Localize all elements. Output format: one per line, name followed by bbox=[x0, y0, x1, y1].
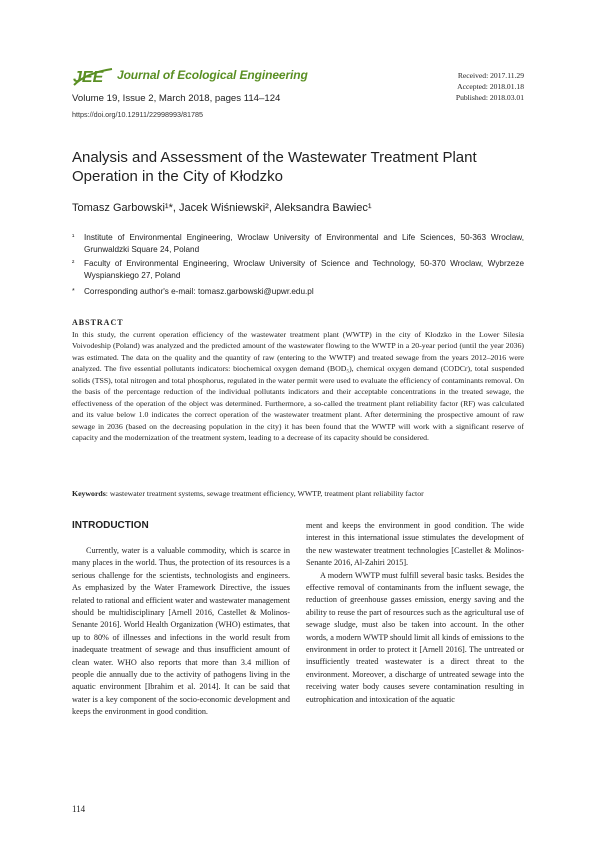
page-number: 114 bbox=[72, 804, 86, 814]
abstract-text: In this study, the current operation efficiency of the wastewater treatment plant (WWTP) in the city of Kłodzko in the Lower Silesia Voivodeship (Poland) was analyzed and the predicted amount of the wastewater flowing to the WWTP in a 20-year period (until the year 2036) was estimated. The data on the quality and the quantity of raw (entering to the WWTP) and treated sewage from the years 2012–2016 were analyzed. The five essential pollutants indicators: biochemical oxygen demand (BOD₅), chemical oxygen demand (CODCr), total suspended solids (TSS), total nitrogen and total phosphorus, regulated in the water permit were used to evaluate the efficiency of contaminants removal. On the basis of the percentage reduction of the individual pollutants indicators and their acceptable concentrations in the treated sewage, the effectiveness of the operation of the object was determined. Furthermore, a so-called the treatment plant reliability factor (RF) was calculated and its value below 1.0 indicates the correct operation of the wastewater treatment plant. After determining the prospective amount of raw sewage in 2036 (based on the decreasing population in the city) it has been found that the WWTP will work with a significant reserve of capacity and the modernization of the treatment system, leading to a decrease of its capacity should be considered. bbox=[72, 330, 524, 443]
paper-title: Analysis and Assessment of the Wastewater Treatment Plant Operation in the City of Kłodzko bbox=[72, 149, 477, 185]
affiliation-2 bbox=[72, 258, 524, 282]
journal-name: Journal of Ecological Engineering bbox=[117, 68, 308, 82]
affiliation-text: Institute of Environmental Engineering, Wroclaw University of Environmental and Life Sciences, 50-363 Wroclaw, Grunwaldzki Square 24, Poland bbox=[84, 233, 524, 254]
affiliation-text: Corresponding author's e-mail: tomasz.garbowski@upwr.edu.pl bbox=[84, 287, 314, 296]
keywords-text: : wastewater treatment systems, sewage treatment efficiency, WWTP, treatment plant reliability factor bbox=[105, 489, 424, 498]
affiliation-number: ² bbox=[72, 260, 75, 267]
logo-text: JEE bbox=[73, 69, 104, 86]
keywords-label: Keywords bbox=[72, 489, 106, 498]
published-date: Published: 2018.03.01 bbox=[455, 93, 524, 103]
affiliation-number: ¹ bbox=[72, 234, 75, 241]
left-column bbox=[72, 520, 290, 719]
right-column bbox=[306, 520, 524, 706]
affiliation-number: * bbox=[72, 288, 75, 295]
affiliation-text: Faculty of Environmental Engineering, Wroclaw University of Science and Technology, 50-370 Wroclaw, Wybrzeze Wyspianskiego 27, Poland bbox=[84, 259, 524, 280]
doi-link[interactable]: https://doi.org/10.12911/22998993/81785 bbox=[72, 110, 203, 119]
corresponding-author bbox=[72, 286, 524, 298]
affiliation-1 bbox=[72, 232, 524, 256]
publication-dates bbox=[405, 70, 524, 104]
authors: Tomasz Garbowski¹*, Jacek Wiśniewski², Aleksandra Bawiec¹ bbox=[72, 202, 372, 214]
keywords bbox=[72, 488, 524, 499]
abstract-heading: ABSTRACT bbox=[72, 318, 124, 327]
received-date: Received: 2017.11.29 bbox=[457, 71, 524, 80]
accepted-date: Accepted: 2018.01.18 bbox=[457, 82, 524, 92]
body-paragraph: ment and keeps the environment in good condition. The wide interest in this international issue stimulates the development of the new wastewater treatment technologies [Castellet & Molinos-Senante 2016, Al-Zahiri 2015]. bbox=[306, 521, 524, 568]
journal-logo bbox=[72, 63, 114, 89]
body-paragraph: A modern WWTP must fulfill several basic tasks. Besides the effective removal of contaminants from the influent sewage, the reduction of greenhouse gasses emission, energy saving and the ability to reuse the part of resources such as the agricultural use of sewage sludge, must also be taken into account. In the other words, a modern WWTP should limit all kinds of emissions to the environment in order to protect it [Arnell 2016]. The untreated or insufficiently treated wastewater is a direct threat to the environment. Moreover, a discharge of untreated sewage into the receiving water body causes severe contamination resulting in eutrophication and intoxication of the aquatic bbox=[306, 570, 524, 704]
section-heading-introduction: INTRODUCTION bbox=[72, 520, 149, 531]
body-paragraph: Currently, water is a valuable commodity, which is scarce in many places in the world. Thus, the protection of its resources is a serious challenge for the scientists, technologists and engineers. As emphasized by the Water Framework Directive, the issues related to rational and efficient water and wastewater management should be multidisciplinary [Arnell 2016, Castellet & Molinos-Senante 2016]. World Health Organization (WHO) estimates, that up to 80% of illnesses and infections in the world result from inadequate treatment of sewage and thus insufficient amount of clean water. WHO also reports that more than 3.4 million of people die annually due to the activity of pathogens living in the aquatic environment [Ibrahim et al. 2014]. It can be said that water is a key component of the socio-economic development and keeps the environment in good condition. bbox=[72, 546, 290, 717]
volume-line: Volume 19, Issue 2, March 2018, pages 114–124 bbox=[72, 93, 281, 104]
